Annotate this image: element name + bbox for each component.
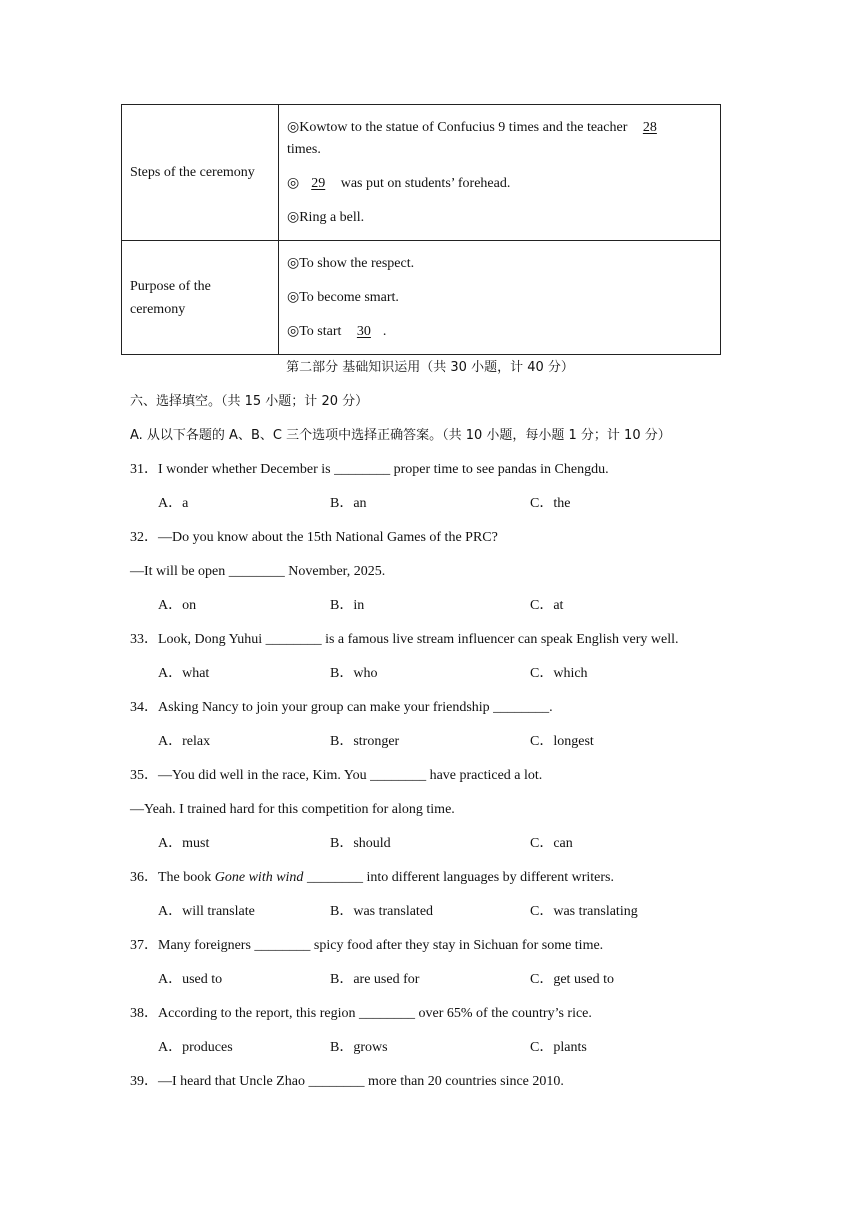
sectionA-title: A. 从以下各题的 A、B、C 三个选项中选择正确答案。（共 10 小题，每小题 1 分；计 10 分） xyxy=(130,428,671,443)
options-37 xyxy=(158,970,718,990)
option-c: C．get used to xyxy=(530,972,614,987)
ceremony-table xyxy=(121,104,721,355)
question-38: 38．According to the report, this region ________ over 65% of the country’s rice. xyxy=(130,1006,592,1021)
question-39: 39．—I heard that Uncle Zhao ________ more than 20 countries since 2010. xyxy=(130,1074,564,1089)
blank-28: 28 xyxy=(642,119,657,135)
options-31 xyxy=(158,494,718,514)
question-32-reply: —It will be open ________ November, 2025. xyxy=(130,564,386,579)
options-38 xyxy=(158,1038,718,1058)
option-c: C．the xyxy=(530,496,571,511)
options-35 xyxy=(158,834,718,854)
option-c: C．plants xyxy=(530,1040,587,1055)
option-a: A．a xyxy=(158,496,189,511)
option-c: C．which xyxy=(530,666,588,681)
option-a: A．produces xyxy=(158,1040,233,1055)
section6-title: 六、选择填空。（共 15 小题；计 20 分） xyxy=(130,394,369,409)
option-b: B．are used for xyxy=(330,972,420,987)
option-b: B．in xyxy=(330,598,365,613)
question-35: 35．—You did well in the race, Kim. You ________ have practiced a lot. xyxy=(130,768,543,783)
purpose-respect: ◎To show the respect. xyxy=(287,255,415,271)
option-a: A．on xyxy=(158,598,197,613)
options-33 xyxy=(158,664,718,684)
option-c: C．longest xyxy=(530,734,594,749)
row-label-steps: Steps of the ceremony xyxy=(122,105,279,241)
purpose-smart: ◎To become smart. xyxy=(287,289,399,305)
row-label-purpose: Purpose of the ceremony xyxy=(122,241,279,355)
step-bell: ◎Ring a bell. xyxy=(287,209,365,225)
step-kowtow: ◎Kowtow to the statue of Confucius 9 times and the teacher 28 times. xyxy=(287,117,712,161)
purpose-cell xyxy=(279,241,721,355)
options-36 xyxy=(158,902,718,922)
question-31: 31．I wonder whether December is ________ proper time to see pandas in Chengdu. xyxy=(130,462,609,477)
question-34: 34．Asking Nancy to join your group can make your friendship ________. xyxy=(130,700,553,715)
options-34 xyxy=(158,732,718,752)
book-title: Gone with wind xyxy=(214,870,304,885)
option-c: C．was translating xyxy=(530,904,638,919)
options-32 xyxy=(158,596,718,616)
question-32: 32．—Do you know about the 15th National Games of the PRC? xyxy=(130,530,498,545)
option-c: C．can xyxy=(530,836,573,851)
option-a: A．will translate xyxy=(158,904,255,919)
table-row xyxy=(122,241,721,355)
option-a: A．what xyxy=(158,666,210,681)
option-b: B．grows xyxy=(330,1040,388,1055)
blank-29: 29 xyxy=(311,175,326,191)
blank-30: 30 xyxy=(356,323,371,339)
option-b: B．should xyxy=(330,836,391,851)
table-row xyxy=(122,105,721,241)
part2-title: 第二部分 基础知识运用（共 30 小题，计 40 分） xyxy=(286,360,574,375)
option-b: B．who xyxy=(330,666,378,681)
question-33: 33．Look, Dong Yuhui ________ is a famous live stream influencer can speak English very well. xyxy=(130,632,679,647)
option-b: B．an xyxy=(330,496,367,511)
option-a: A．must xyxy=(158,836,210,851)
question-35-reply: —Yeah. I trained hard for this competition for along time. xyxy=(130,802,455,817)
option-b: B．was translated xyxy=(330,904,434,919)
purpose-start: ◎To start 30 . xyxy=(287,321,712,343)
option-b: B．stronger xyxy=(330,734,400,749)
question-37: 37．Many foreigners ________ spicy food after they stay in Sichuan for some time. xyxy=(130,938,604,953)
steps-cell xyxy=(279,105,721,241)
option-a: A．used to xyxy=(158,972,223,987)
step-forehead: ◎ 29 was put on students’ forehead. xyxy=(287,173,712,195)
question-36: 36．The book Gone with wind ________ into different languages by different writers. xyxy=(130,870,614,885)
option-c: C．at xyxy=(530,598,564,613)
option-a: A．relax xyxy=(158,734,211,749)
